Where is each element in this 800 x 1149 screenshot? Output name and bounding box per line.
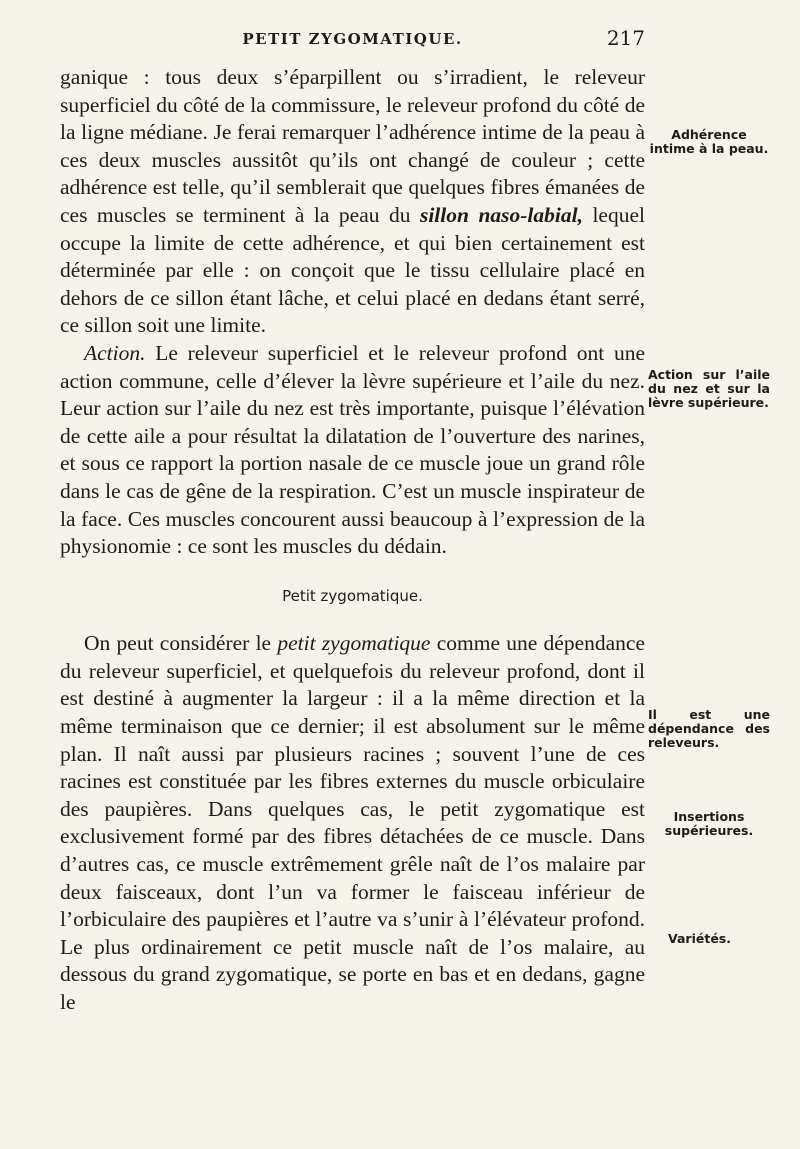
margin-note-dependance: Il est une dépendance des releveurs. bbox=[648, 707, 770, 750]
running-head bbox=[60, 26, 645, 56]
paragraph-action bbox=[60, 340, 645, 561]
label-action: Action. bbox=[84, 340, 146, 365]
text-run: comme une dépendance du releveur superficiel, et quelquefois du releveur profond, dont il est destiné à augmenter la largeur : il a la même direction et la même terminaison que ce dernier; il est absolument sur le même plan. Il naît aussi par plusieurs racines ; souvent l’une de ces racines est constituée par les fibres externes du muscle orbiculaire des paupières. Dans quelques cas, le petit zygomatique est exclusivement formé par des fibres détachées de ce muscle. Dans d’autres cas, ce muscle extrêmement grêle naît de l’os malaire par deux faisceaux, dont l’un va former le faisceau inférieur de l’orbiculaire des paupières et l’autre va s’unir à l’élévateur profond. Le plus ordinairement ce petit muscle naît de l’os malaire, au dessous du grand zygomatique, se porte en bas et en dedans, gagne le bbox=[60, 631, 645, 1014]
margin-note-insertions: Insertions supérieures. bbox=[664, 809, 754, 838]
paragraph-1 bbox=[60, 64, 645, 340]
paragraph-petit-zygomatique bbox=[60, 630, 645, 1016]
text-run: On peut considérer le bbox=[84, 631, 278, 656]
running-title: PETIT ZYGOMATIQUE. bbox=[242, 30, 463, 48]
text-run: Le releveur superficiel et le releveur profond ont une action commune, celle d’élever la lèvre supérieure et l’aile du nez. Leur action sur l’aile du nez est très importante, puisque l’élévation de cette aile a pour résultat la dilatation de l’ouverture des narines, et sous ce rapport la portion nasale de ce muscle joue un grand rôle dans le cas de gêne de la respiration. C’est un muscle inspirateur de la face. Ces muscles concourent aussi beaucoup à l’expression de la physionomie : ce sont les muscles du dédain. bbox=[60, 340, 645, 559]
page-number: 217 bbox=[606, 26, 645, 50]
term-petit-zygomatique: petit zygomatique bbox=[277, 631, 431, 656]
section-heading: Petit zygomatique. bbox=[282, 586, 423, 605]
text-run: ganique : tous deux s’éparpillent ou s’irradient, le releveur superficiel du côté de la commissure, le releveur profond du côté de la ligne médiane. Je ferai remarquer l’adhérence intime de la peau à ces deux muscles aussitôt qu’ils ont changé de couleur ; cette adhérence est telle, qu’il semblerait que quelques fibres émanées de ces muscles se terminent à la peau du bbox=[60, 65, 645, 227]
term-sillon-naso-labial: sillon naso-labial, bbox=[419, 202, 583, 227]
margin-note-adherence: Adhérence intime à la peau. bbox=[649, 127, 769, 156]
main-text bbox=[60, 64, 645, 1017]
margin-note-action: Action sur l’aile du nez et sur la lèvre supérieure. bbox=[648, 367, 770, 410]
margin-note-varietes: Variétés. bbox=[668, 931, 731, 946]
text-run: lequel occupe la limite de cette adhérence, et qui bien certainement est déterminée par elle : on conçoit que le tissu cellulaire placé en dehors de ce sillon étant lâche, et celui placé en dedans étant serré, ce sillon soit une limite. bbox=[60, 202, 645, 338]
